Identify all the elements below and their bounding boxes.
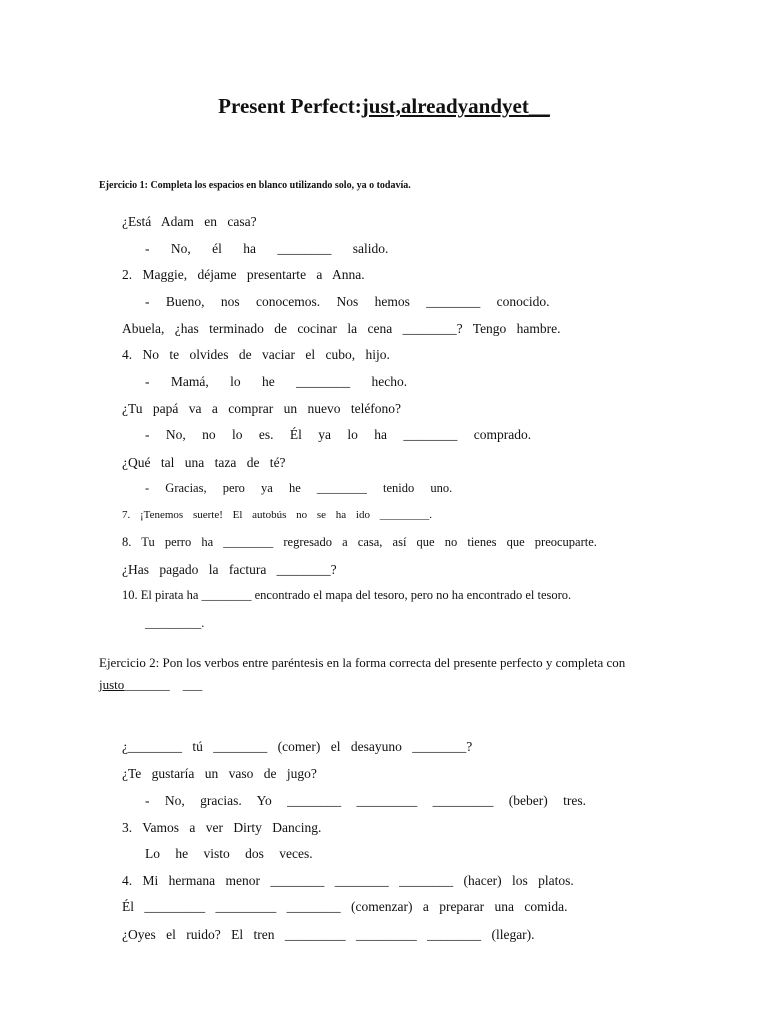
ex2-line: Lo he visto dos veces. xyxy=(145,846,313,861)
ex1-line: ¿Has pagado la factura ________? xyxy=(122,562,337,577)
instruction-text: Ejercicio 2: Pon los verbos entre paréntesis en la forma correcta del presente perfecto y completa con xyxy=(99,655,626,670)
ex1-line: - Mamá, lo he ________ hecho. xyxy=(145,374,408,389)
title-underlined: just,alreadyandyet__ xyxy=(361,94,550,118)
ex1-line: 7. ¡Tenemos suerte! El autobús no se ha ido _________. xyxy=(122,509,432,521)
title-main: Present Perfect: xyxy=(218,94,362,118)
ex2-line: 3. Vamos a ver Dirty Dancing. xyxy=(122,820,322,835)
ex1-line: 8. Tu perro ha ________ regresado a casa, así que no tienes que preocuparte. xyxy=(122,535,597,549)
exercise-2-instruction xyxy=(99,652,669,696)
instruction-word: justo xyxy=(99,677,125,692)
ex1-line: - No, él ha ________ salido. xyxy=(145,241,389,256)
ex1-line: _________. xyxy=(145,616,205,630)
page-title xyxy=(0,94,768,119)
ex1-line: 4. No te olvides de vaciar el cubo, hijo. xyxy=(122,347,390,362)
exercise-1-instruction: Ejercicio 1: Completa los espacios en blanco utilizando solo, ya o todavía. xyxy=(99,180,411,191)
ex2-line: 4. Mi hermana menor ________ ________ ________ (hacer) los platos. xyxy=(122,873,574,888)
ex1-line: 10. El pirata ha ________ encontrado el mapa del tesoro, pero no ha encontrado el tesoro. xyxy=(122,588,572,602)
ex1-line: - Gracias, pero ya he ________ tenido uno. xyxy=(145,481,453,495)
ex2-line: ¿Oyes el ruido? El tren _________ _________ ________ (llegar). xyxy=(122,927,535,942)
ex1-line: - Bueno, nos conocemos. Nos hemos ________ conocido. xyxy=(145,294,550,309)
ex1-line: - No, no lo es. Él ya lo ha ________ comprado. xyxy=(145,427,532,442)
ex2-line: Él _________ _________ ________ (comenzar) a preparar una comida. xyxy=(122,899,568,914)
ex2-line: - No, gracias. Yo ________ _________ _________ (beber) tres. xyxy=(145,793,586,808)
ex1-line: 2. Maggie, déjame presentarte a Anna. xyxy=(122,267,365,282)
ex2-line: ¿Te gustaría un vaso de jugo? xyxy=(122,766,317,781)
ex1-line: Abuela, ¿has terminado de cocinar la cena ________? Tengo hambre. xyxy=(122,321,561,336)
ex1-line: ¿Está Adam en casa? xyxy=(122,214,257,229)
ex1-line: ¿Tu papá va a comprar un nuevo teléfono? xyxy=(122,401,402,416)
ex2-line: ¿________ tú ________ (comer) el desayuno ________? xyxy=(122,739,473,754)
ex1-line: ¿Qué tal una taza de té? xyxy=(122,455,286,470)
instruction-blanks: _______ ___ xyxy=(124,677,203,692)
